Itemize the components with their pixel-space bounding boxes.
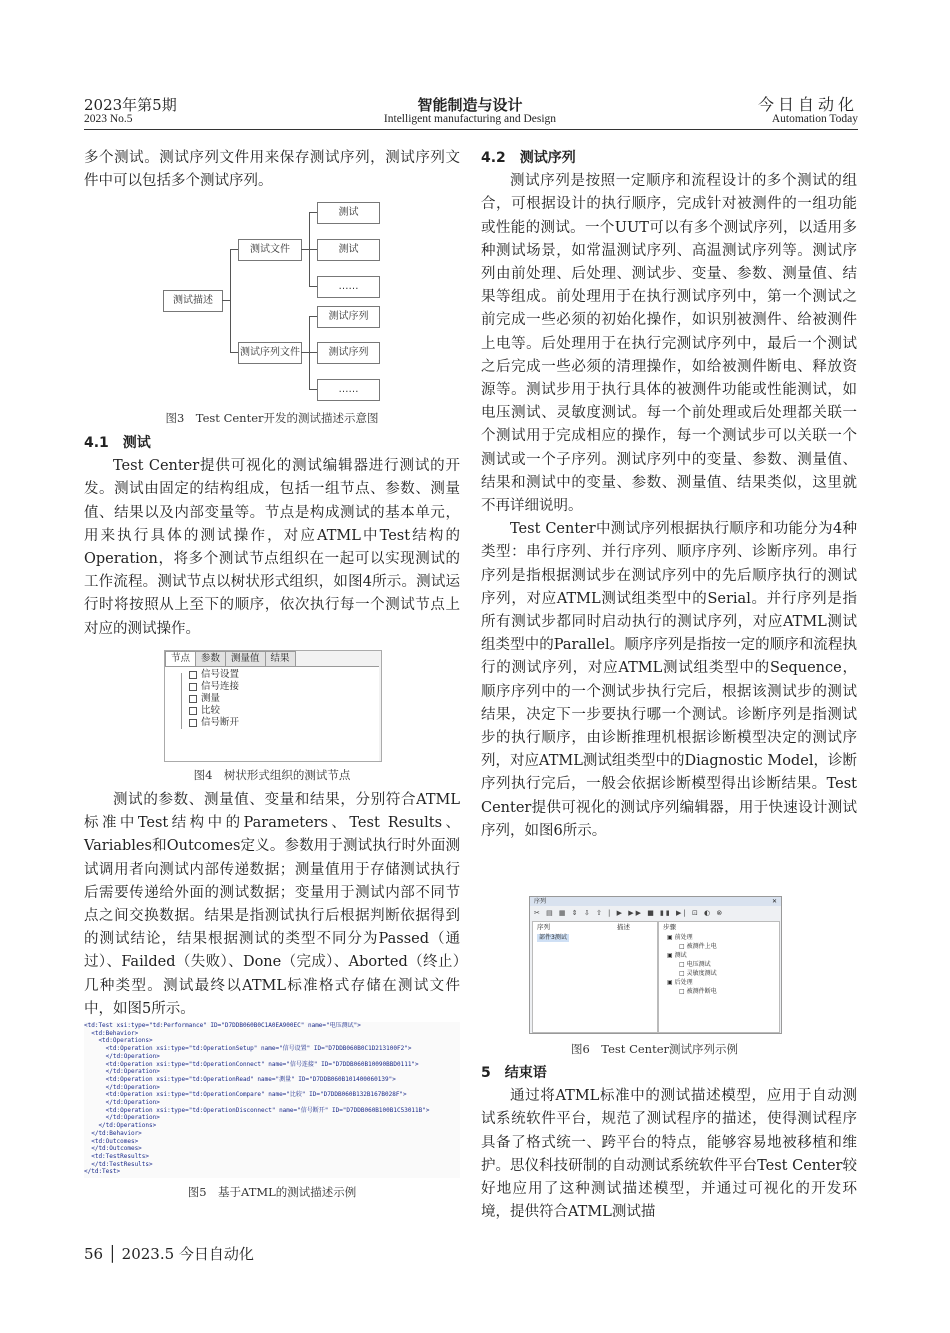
connector xyxy=(309,249,317,250)
toolbar[interactable]: ✂ ▤ ▦ ⇕ ⇩ ⇧ | ▶ ▶▶ ■ ▮▮ ▶| ⊡ ◐ ⊗ xyxy=(534,909,725,917)
sequence-row[interactable]: 部件3测试 xyxy=(539,934,567,941)
node-icon xyxy=(189,695,197,703)
code-line: <td:Operations> xyxy=(84,1037,153,1045)
step-tree-item[interactable]: ▣ 测试 xyxy=(667,952,687,959)
code-line: <td:TestResults> xyxy=(84,1152,150,1160)
connector xyxy=(230,249,238,250)
step-tree-item[interactable]: ▣ 后处理 xyxy=(667,979,693,986)
node-icon xyxy=(189,683,197,691)
connector xyxy=(222,300,230,301)
figure-3-caption: 图3 Test Center开发的测试描述示意图 xyxy=(165,411,379,425)
col-header-sequence: 序列 xyxy=(537,923,550,931)
figure-5-code xyxy=(84,1022,460,1178)
code-line: </td:TestResults> xyxy=(84,1160,153,1168)
figure-6-caption: 图6 Test Center测试序列示例 xyxy=(570,1042,738,1056)
tree-node[interactable]: 测量 xyxy=(189,693,220,705)
journal-title-cn: 今日自动化 xyxy=(757,95,858,114)
tree-leaf: …… xyxy=(317,276,380,298)
tree-branch-test-file: 测试文件 xyxy=(238,239,302,261)
connector xyxy=(309,212,317,213)
tree-node[interactable]: 比较 xyxy=(189,705,220,717)
step-tree-item[interactable]: ▣ 前处理 xyxy=(667,934,693,941)
step-tree xyxy=(658,921,780,1033)
step-tree-item[interactable]: □ 灵敏度测试 xyxy=(679,970,717,977)
tree-leaf: 测试序列 xyxy=(317,342,380,364)
col-header-step: 步骤 xyxy=(663,923,676,931)
tree-branch-seq-file: 测试序列文件 xyxy=(238,342,302,364)
connector xyxy=(230,249,231,353)
journal-title-en: Automation Today xyxy=(771,113,858,125)
code-line: <td:Operation xsi:type="td:OperationRead" name="测量" ID="D7DDB060B101400060139"> xyxy=(84,1075,396,1083)
step-tree-item[interactable]: □ 被测件上电 xyxy=(679,943,717,950)
section-heading-5: 5 结束语 xyxy=(481,1065,547,1081)
code-line: <td:Test xsi:type="td:Performance" ID="D7DDB060B0C1A0EA900EC" name="电压测试"> xyxy=(84,1022,361,1029)
close-icon[interactable]: ✕ xyxy=(771,898,777,905)
node-icon xyxy=(189,671,197,679)
connector xyxy=(309,316,317,317)
code-line: </td:Test> xyxy=(84,1168,121,1176)
tree-guide xyxy=(181,673,182,729)
code-line: <td:Outcomes> xyxy=(84,1137,139,1145)
code-line: <td:Operation xsi:type="td:OperationSetup" name="信号设置" ID="D7DDB060B0C1D213100F2"> xyxy=(84,1045,412,1053)
figure-5-caption: 图5 基于ATML的测试描述示例 xyxy=(187,1185,357,1199)
code-line: </td:Outcomes> xyxy=(84,1145,142,1153)
tree-node[interactable]: 信号连接 xyxy=(189,681,239,693)
paragraph: Test Center中测试序列根据执行顺序和功能分为4种类型：串行序列、并行序列、顺序序列、诊断序列。串行序列是指根据测试步在测试序列中的先后顺序执行的测试序列，对应ATML测试组类型中的Serial。并行序列是指所有测试步都同时启动执行的测试序列，对应ATML测试组类型中的Parallel。顺序序列是指按一定的顺序和流程执行的测试序列，对应ATML测试组类型中的Sequence，顺序序列中的一个测试步执行完后，根据该测试步的测试结果，决定下一步要执行哪一个测试。诊断序列是指测试步的执行顺序，由诊断推理机根据诊断模型决定的测试序列，对应ATML测试组类型中的Diagnostic Model，诊断序列执行完后，一般会依据诊断模型得出诊断结果。Test Center提供可视化的测试序列编辑器，用于快速设计测试序列，如图6所示。 xyxy=(481,521,857,839)
code-line: </td:Operation> xyxy=(84,1099,160,1107)
code-line: </td:Operations> xyxy=(84,1122,157,1130)
paragraph: 测试的参数、测量值、变量和结果，分别符合ATML标准中Test结构中的Parameters、Test Results、Variables和Outcomes定义。参数用于测试执行时外面测试调用者向测试内部传递数据；测量值用于存储测试执行后需要传递给外面的测试数据；变量用于测试内部不同节点之间交换数据。结果是指测试执行后根据判断依据得到的测试结论，结果根据测试的类型不同分为Passed（通过）、Failded（失败）、Done（完成）、Aborted（终止）几种类型。测试最终以ATML标准格式存储在测试文件中，如图5所示。 xyxy=(84,792,460,1017)
connector xyxy=(301,249,309,250)
header-rule xyxy=(84,129,858,130)
connector xyxy=(301,352,309,353)
connector xyxy=(309,286,317,287)
tree-node[interactable]: 信号设置 xyxy=(189,669,239,681)
node-icon xyxy=(189,707,197,715)
figure-4-caption: 图4 树状形式组织的测试节点 xyxy=(193,768,351,782)
code-line: </td:Operation> xyxy=(84,1068,160,1076)
right-section-5 xyxy=(481,1062,857,1224)
figure-4 xyxy=(164,650,382,762)
tree-leaf: …… xyxy=(317,379,380,401)
sequence-list xyxy=(532,921,658,1033)
right-section-4-2 xyxy=(481,147,857,843)
code-line: </td:Operation> xyxy=(84,1052,160,1060)
page-footer: 56 │ 2023.5 今日自动化 xyxy=(84,1245,254,1263)
tree-leaf: 测试 xyxy=(317,202,380,224)
left-section-4-1 xyxy=(84,432,460,641)
step-tree-item[interactable]: □ 被测件断电 xyxy=(679,988,717,995)
left-body-2 xyxy=(84,789,460,1021)
issue-en: 2023 No.5 xyxy=(84,113,133,125)
paragraph: Test Center提供可视化的测试编辑器进行测试的开发。测试由固定的结构组成，包括一组节点、参数、测量值、结果以及内部变量等。节点是构成测试的基本单元，用来执行具体的测试操作，对应ATML中Test结构的Operation，将多个测试节点组织在一起可以实现测试的工作流程。测试节点以树状形式组织，如图4所示。测试运行时将按照从上至下的顺序，依次执行每一个测试节点上对应的测试操作。 xyxy=(84,458,460,637)
code-line: </td:Operation> xyxy=(84,1083,160,1091)
tree-leaf: 测试序列 xyxy=(317,306,380,328)
tree-leaf: 测试 xyxy=(317,239,380,261)
tab-results[interactable]: 结果 xyxy=(265,651,296,666)
node-tree xyxy=(165,666,379,761)
paragraph: 测试序列是按照一定顺序和流程设计的多个测试的组合，可根据设计的执行顺序，完成针对被测件的一组功能或性能的测试。一个UUT可以有多个测试序列，以适用多种测试场景，如常温测试序列、高温测试序列等。测试序列由前处理、后处理、测试步、变量、参数、测量值、结果等组成。前处理用于在执行测试序列中，第一个测试之前完成一些必须的初始化操作，如识别被测件、给被测件上电等。后处理用于在执行完测试序列中，最后一个测试之后完成一些必须的清理操作，如给被测件断电、释放资源等。测试步用于执行具体的被测件功能或性能测试，如电压测试、灵敏度测试。每一个前处理或后处理都关联一个测试用于完成相应的操作，每一个测试步可以关联一个测试或一个子序列。测试序列中的变量、参数、测量值、结果和测试中的变量、参数、测量值、结果类似，这里就不再详细说明。 xyxy=(481,173,857,515)
figure-6 xyxy=(529,896,782,1034)
tree-root: 测试描述 xyxy=(163,290,223,312)
issue-cn: 2023年第5期 xyxy=(84,96,177,114)
paragraph: 多个测试。测试序列文件用来保存测试序列，测试序列文件中可以包括多个测试序列。 xyxy=(84,150,460,190)
code-line: </td:Operation> xyxy=(84,1114,160,1122)
code-line: <td:Operation xsi:type="td:OperationDisconnect" name="信号断开" ID="D7DDB060B100B1C53011B"> xyxy=(84,1106,430,1114)
code-line: <td:Operation xsi:type="td:OperationCompare" name="比较" ID="D7DDB060B132B167B028F"> xyxy=(84,1091,407,1099)
connector xyxy=(309,316,310,390)
code-line: <td:Operation xsi:type="td:OperationConnect" name="信号连接" ID="D7DDB060B10090BBD0111"> xyxy=(84,1060,419,1068)
node-icon xyxy=(189,719,197,727)
figure-4-tabs xyxy=(165,651,295,666)
code-line: <td:Behavior> xyxy=(84,1029,139,1037)
section-heading-4-2: 4.2 测试序列 xyxy=(481,150,576,166)
step-tree-item[interactable]: □ 电压测试 xyxy=(679,961,711,968)
tab-measurements[interactable]: 测量值 xyxy=(225,651,266,666)
column-title-cn: 智能制造与设计 xyxy=(417,96,523,114)
code-lines xyxy=(84,1022,460,1176)
connector xyxy=(309,389,317,390)
column-title-en: Intelligent manufacturing and Design xyxy=(383,113,557,125)
tab-nodes[interactable]: 节点 xyxy=(165,651,196,666)
col-header-description: 描述 xyxy=(617,923,630,931)
code-line: </td:Behavior> xyxy=(84,1129,142,1137)
tree-node[interactable]: 信号断开 xyxy=(189,717,239,729)
left-intro xyxy=(84,147,460,193)
paragraph: 通过将ATML标准中的测试描述模型，应用于自动测试系统软件平台，规范了测试程序的描述，使得测试程序具备了格式统一、跨平台的特点，能够容易地被移植和维护。思仪科技研制的自动测试系统软件平台Test Center较好地应用了这种测试描述模型，并通过可视化的开发环境，提供符合ATML测试描 xyxy=(481,1088,857,1221)
panel-title: 序列 xyxy=(534,898,547,905)
panel-titlebar xyxy=(530,897,781,906)
connector xyxy=(309,352,317,353)
section-heading-4-1: 4.1 测试 xyxy=(84,435,151,451)
tab-params[interactable]: 参数 xyxy=(195,651,226,666)
connector xyxy=(230,352,238,353)
